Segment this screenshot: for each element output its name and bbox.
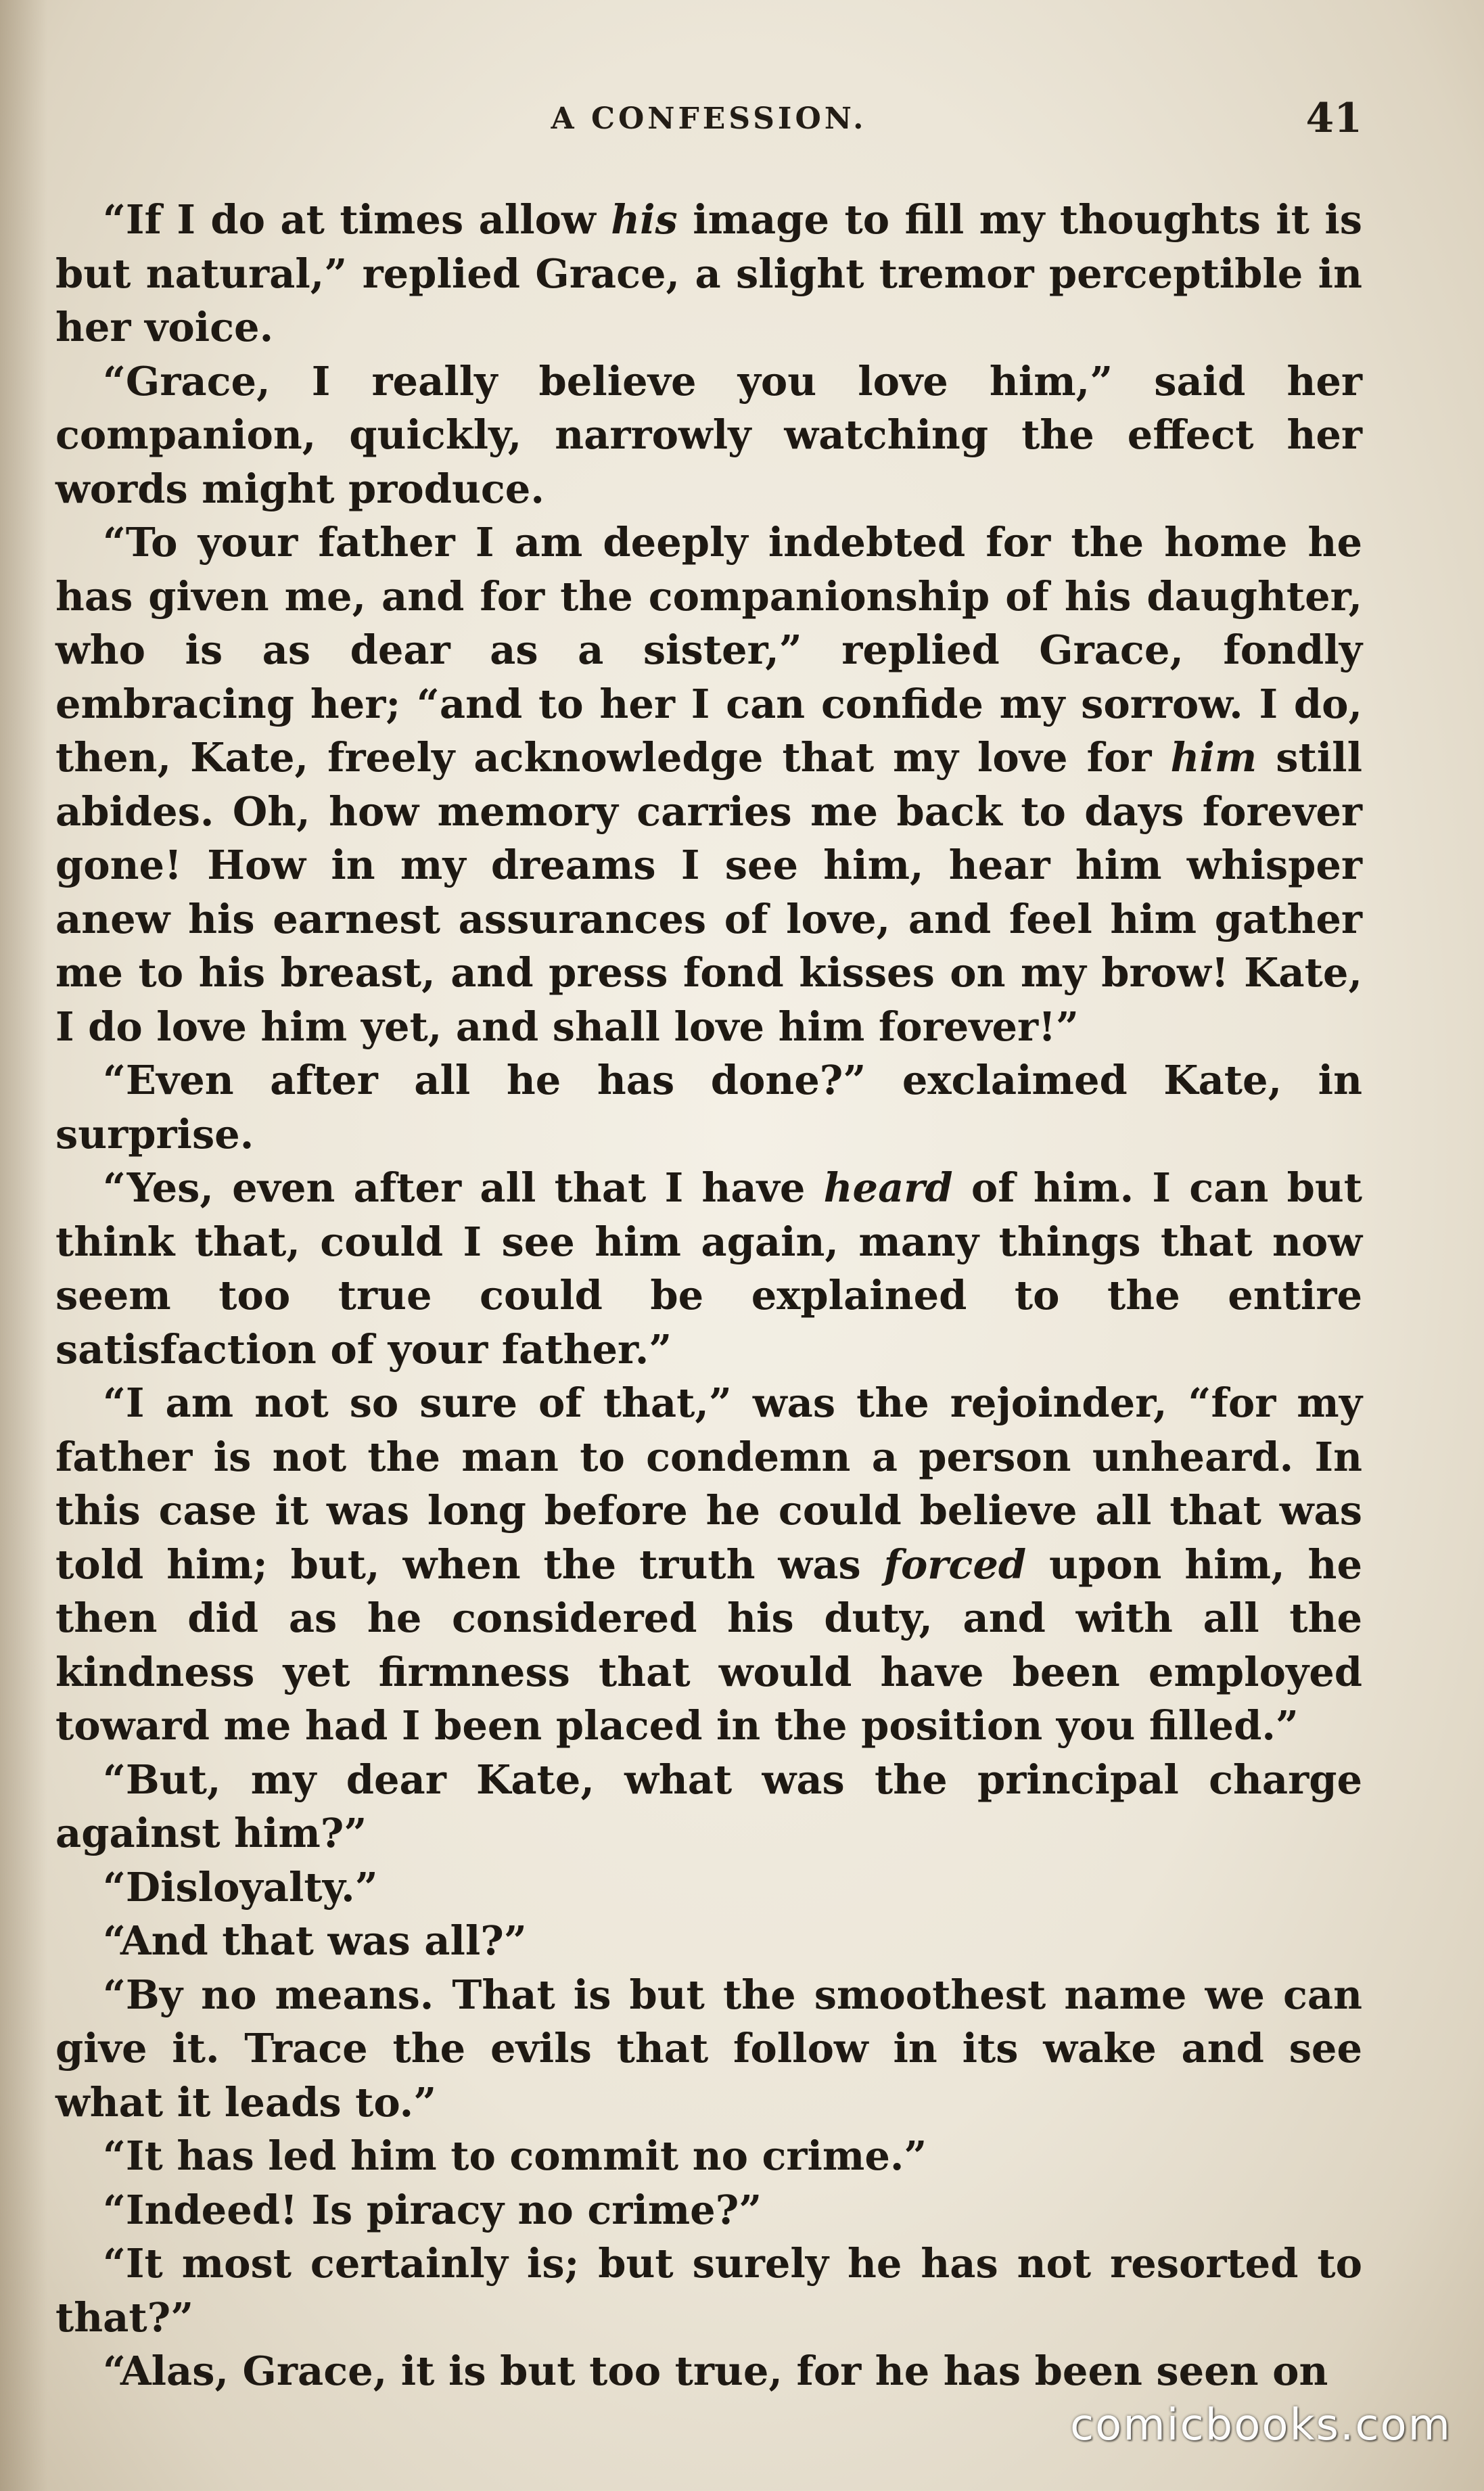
paragraph — [55, 2129, 1362, 2183]
paragraph — [55, 1914, 1362, 1968]
italic-text: his — [611, 196, 678, 243]
text-run: “If I do at times allow — [103, 196, 611, 243]
paragraph — [55, 1753, 1362, 1860]
text-run: “To your father I am deeply indebted for the home he has given me, and for the companionship of his daughter, who is as dear as a sister,” replied Grace, fondly embracing her; “and to her I can confide my sorrow. I do, then, Kate, freely acknowledge that my love for — [55, 519, 1362, 781]
paragraph — [55, 2183, 1362, 2237]
text-run: “Alas, Grace, it is but too true, for he has been seen on — [103, 2348, 1328, 2394]
paragraph — [55, 1968, 1362, 2130]
text-run: “By no means. That is but the smoothest name we can give it. Trace the evils that follow in its wake and see what it leads to.” — [55, 1971, 1362, 2126]
text-run: “Grace, I really believe you love him,” said her companion, quickly, narrowly watching the effect her words might produce. — [55, 357, 1362, 512]
text-run: “Yes, even after all that I have — [103, 1164, 824, 1211]
text-run: “But, my dear Kate, what was the principal charge against him?” — [55, 1756, 1362, 1856]
body-text — [55, 193, 1362, 2398]
text-run: “It has led him to commit no crime.” — [103, 2132, 927, 2179]
paragraph — [55, 1161, 1362, 1376]
italic-text: him — [1170, 734, 1257, 781]
text-run: of him. I can but think that, could I see him again, many things that now seem too true could be explained to the entire satisfaction of your father.” — [55, 1164, 1363, 1373]
text-run: “Even after all he has done?” exclaimed Kate, in surprise. — [55, 1057, 1362, 1158]
text-run: “And that was all?” — [103, 1917, 527, 1964]
watermark: comicbooks.com — [1069, 2400, 1452, 2450]
text-run: still abides. Oh, how memory carries me back to days forever gone! How in my dreams I see him, hear him whisper anew his earnest assurances of love, and feel him gather me to his breast, and press fond kisses on my brow! Kate, I do love him yet, and shall love him forever!” — [55, 734, 1363, 1050]
paragraph — [55, 355, 1362, 516]
text-run: “It most certainly is; but surely he has not resorted to that?” — [55, 2240, 1362, 2341]
paragraph — [55, 2237, 1362, 2344]
text-run: “I am not so sure of that,” was the rejoinder, “for my father is not the man to condemn a person unheard. In this case it was long before he could believe all that was told him; but, when the truth was — [55, 1379, 1362, 1588]
italic-text: forced — [883, 1540, 1027, 1588]
paragraph — [55, 516, 1362, 1053]
italic-text: heard — [823, 1164, 953, 1211]
paragraph — [55, 1053, 1362, 1161]
text-run: “Disloyalty.” — [103, 1863, 378, 1911]
page-header — [55, 95, 1362, 149]
paragraph — [55, 1860, 1362, 1915]
text-run: upon him, he then did as he considered his duty, and with all the kindness yet firmness that would have been employed toward me had I been placed in the position you filled.” — [55, 1540, 1362, 1749]
text-run: image to fill my thoughts it is but natural,” replied Grace, a slight tremor perceptible in her voice. — [55, 196, 1362, 350]
page-number: 41 — [1305, 95, 1362, 142]
paragraph — [55, 193, 1362, 355]
paragraph — [55, 1376, 1362, 1753]
running-head: A CONFESSION. — [551, 101, 867, 136]
text-run: “Indeed! Is piracy no crime?” — [103, 2186, 762, 2233]
paragraph — [55, 2344, 1362, 2398]
